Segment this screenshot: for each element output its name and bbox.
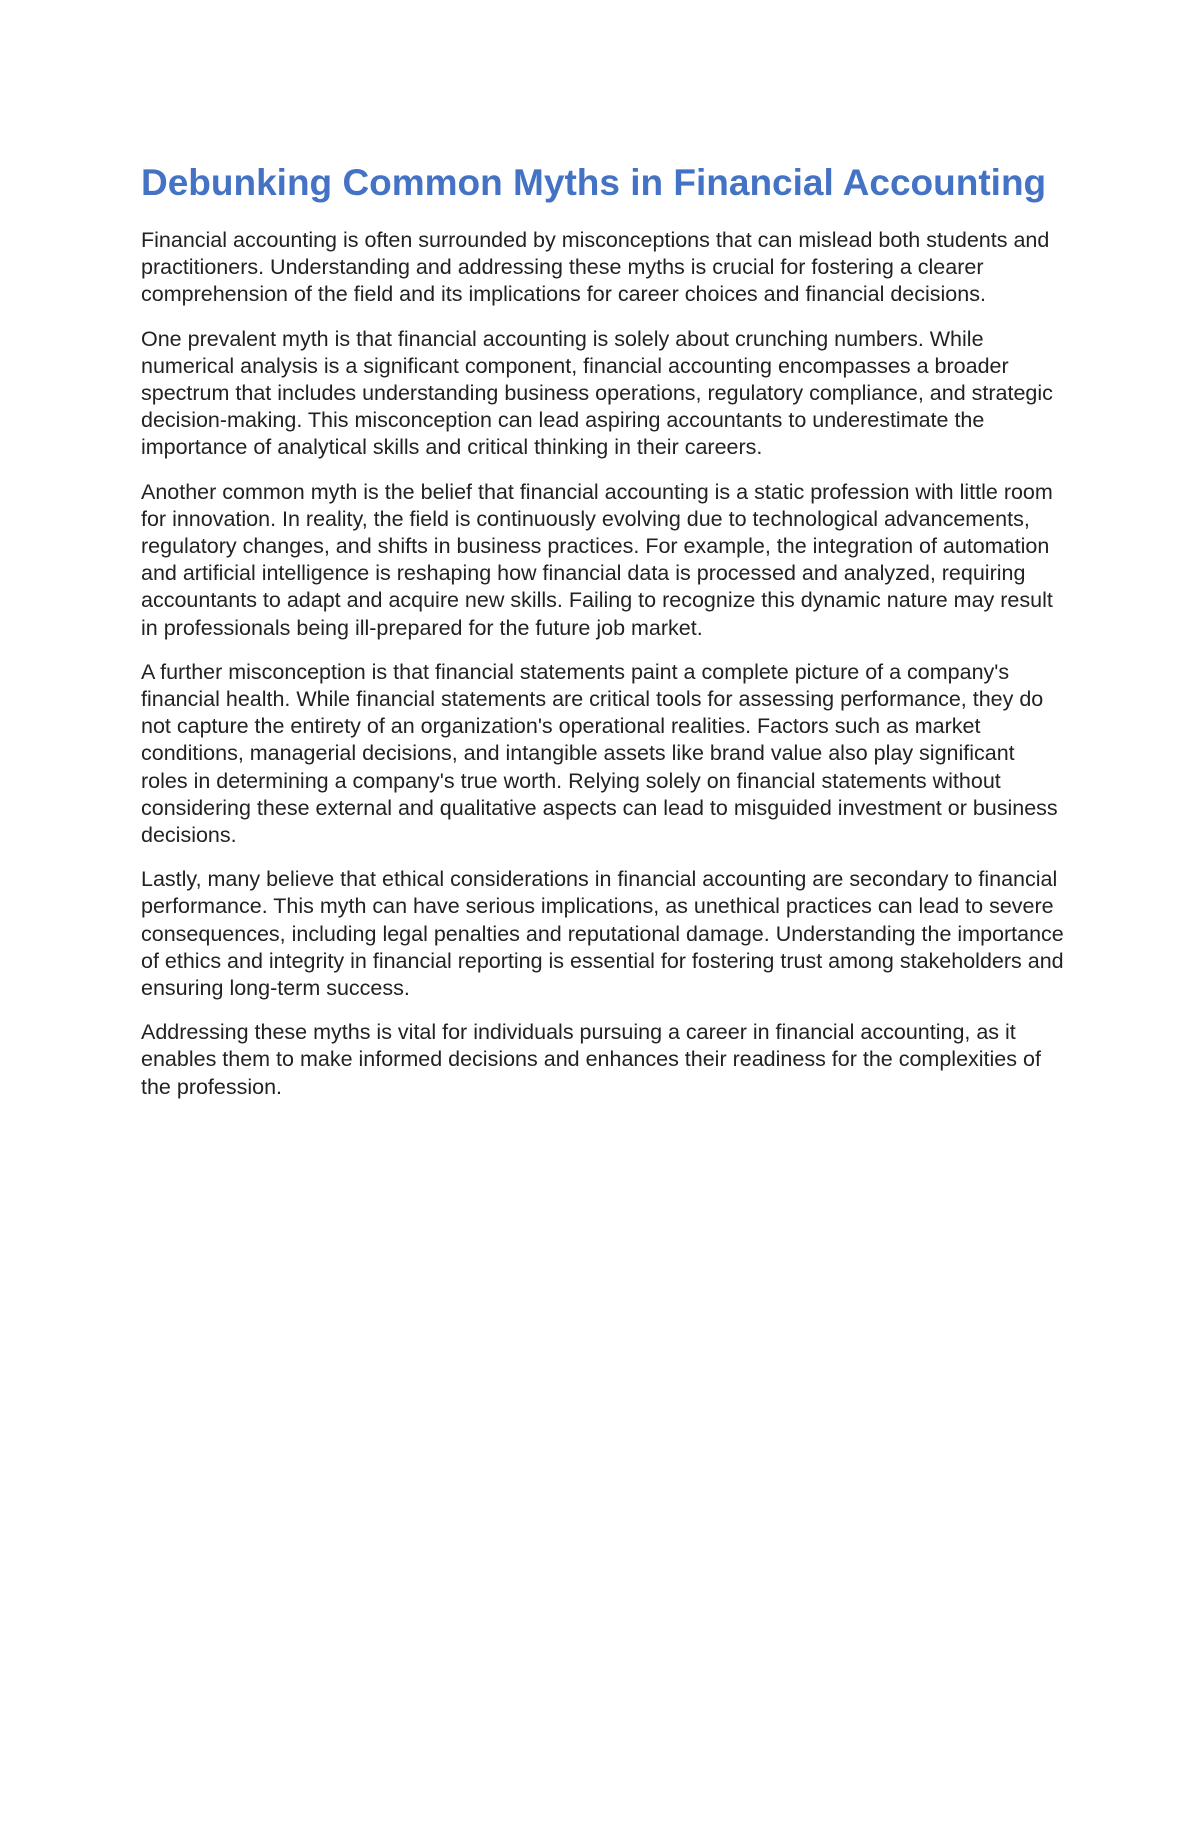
paragraph-intro: Financial accounting is often surrounded by misconceptions that can mislead both students and practitioners. Understanding and addressing these myths is crucial for fostering a clearer comprehension of the field and its implications for career choices and financial decisions.	[141, 228, 1050, 307]
paragraph-conclusion: Addressing these myths is vital for individuals pursuing a career in financial accounting, as it enables them to make informed decisions and enhances their readiness for the complexities of the profession.	[141, 1020, 1041, 1099]
paragraph-myth-numbers: One prevalent myth is that financial accounting is solely about crunching numbers. While numerical analysis is a significant component, financial accounting encompasses a broader spectrum that includes understanding business operations, regulatory compliance, and strategic decision-making. This misconception can lead aspiring accountants to underestimate the importance of analytical skills and critical thinking in their careers.	[141, 326, 1053, 460]
document-title: Debunking Common Myths in Financial Accounting	[141, 162, 1047, 203]
paragraph-myth-statements: A further misconception is that financial statements paint a complete picture of a company's financial health. While financial statements are critical tools for assessing performance, they do not capture the entirety of an organization's operational realities. Factors such as market conditions, managerial decisions, and intangible assets like brand value also play significant roles in determining a company's true worth. Relying solely on financial statements without considering these external and qualitative aspects can lead to misguided investment or business decisions.	[141, 659, 1058, 848]
paragraph-myth-static: Another common myth is the belief that financial accounting is a static profession with little room for innovation. In reality, the field is continuously evolving due to technological advancements, regulatory changes, and shifts in business practices. For example, the integration of automation and artificial intelligence is reshaping how financial data is processed and analyzed, requiring accountants to adapt and acquire new skills. Failing to recognize this dynamic nature may result in professionals being ill-prepared for the future job market.	[141, 479, 1053, 640]
paragraph-myth-ethics: Lastly, many believe that ethical considerations in financial accounting are secondary to financial performance. This myth can have serious implications, as unethical practices can lead to severe consequences, including legal penalties and reputational damage. Understanding the importance of ethics and integrity in financial reporting is essential for fostering trust among stakeholders and ensuring long-term success.	[141, 867, 1064, 1001]
document-body	[141, 160, 1066, 1118]
